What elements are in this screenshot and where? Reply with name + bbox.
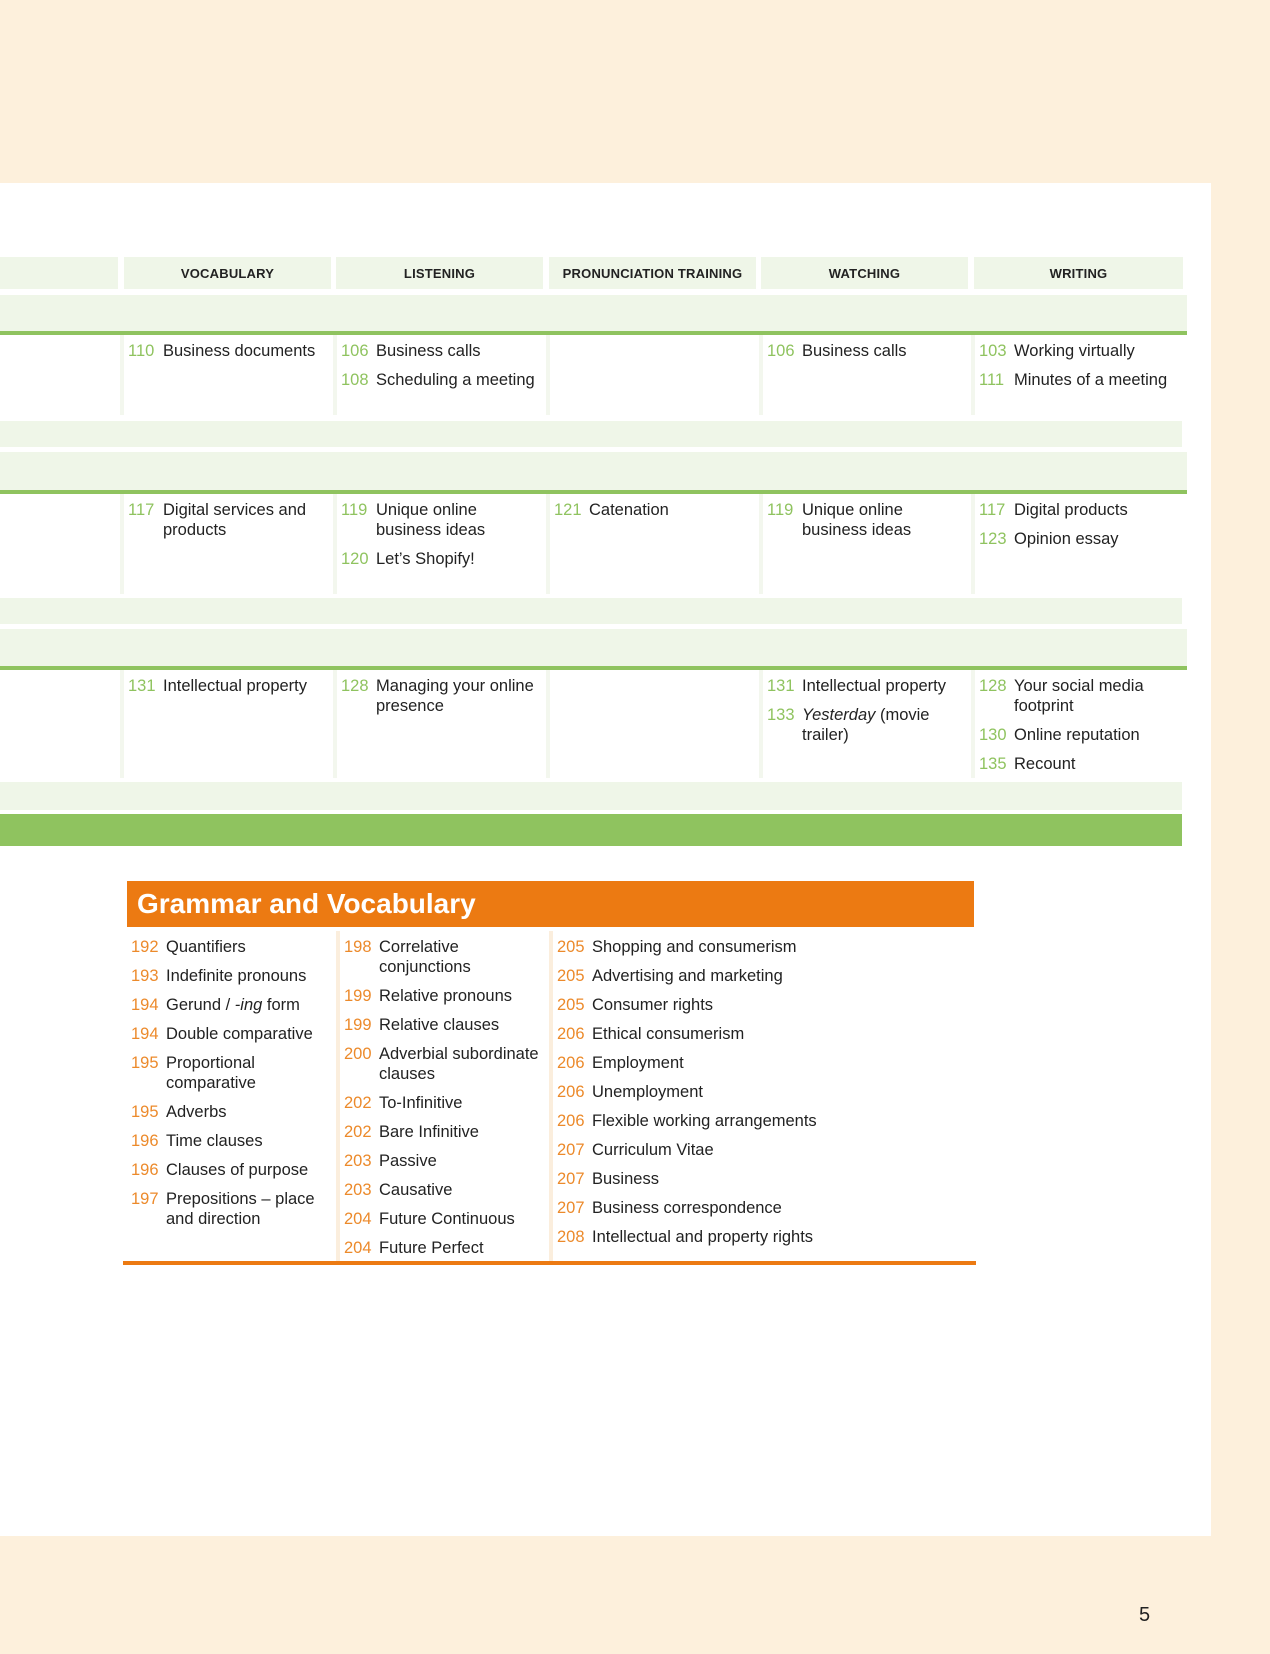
list-item (131, 1053, 335, 1093)
page-number: 195 (131, 1103, 159, 1121)
list-item (979, 341, 1186, 361)
unit2-listening-cell (333, 494, 546, 594)
list-item (979, 725, 1186, 745)
list-item (344, 1151, 550, 1171)
page-number: 121 (554, 501, 582, 519)
entry-text: Business correspondence (592, 1199, 782, 1217)
list-item (341, 549, 546, 569)
page-number: 206 (557, 1112, 585, 1130)
grammar-vocabulary-title: Grammar and Vocabulary (127, 881, 974, 927)
unit1-blank-cell (0, 335, 120, 415)
page-number: 202 (344, 1094, 372, 1112)
list-item (128, 341, 333, 361)
list-item (344, 1093, 550, 1113)
entry-text: Adverbs (166, 1103, 227, 1121)
unit1-band (0, 295, 1187, 335)
entry-text: Recount (1014, 755, 1076, 773)
list-item (131, 966, 335, 986)
page-number: 208 (557, 1228, 585, 1246)
list-item (979, 370, 1186, 390)
header-blank (0, 257, 118, 289)
header-listening: LISTENING (336, 257, 543, 289)
page-number: 196 (131, 1161, 159, 1179)
page-number: 117 (128, 501, 155, 519)
list-item (341, 500, 546, 540)
page-number: 111 (979, 371, 1005, 389)
list-item (344, 1180, 550, 1200)
section-divider-band (0, 814, 1182, 846)
entry-text: Passive (379, 1152, 437, 1170)
entry-text: Advertising and marketing (592, 967, 783, 985)
list-item (557, 1111, 973, 1131)
entry-text: Intellectual and property rights (592, 1228, 814, 1246)
page-number: 199 (344, 987, 372, 1005)
grammar-bottom-rule (123, 1261, 976, 1265)
list-item (557, 937, 973, 957)
list-item (341, 341, 546, 361)
list-item (344, 1015, 550, 1035)
page-number: 205 (557, 996, 585, 1014)
entry-text-rest: (movie trailer) (802, 706, 930, 744)
page-number: 123 (979, 530, 1007, 548)
unit3-writing-cell (971, 670, 1186, 778)
entry-text: Consumer rights (592, 996, 714, 1014)
unit1-footer-band (0, 421, 1182, 447)
page-number: 117 (979, 501, 1006, 519)
unit2-band (0, 452, 1187, 494)
entry-text: Catenation (589, 501, 669, 519)
page-number: 130 (979, 726, 1007, 744)
list-item (557, 1024, 973, 1044)
entry-text: Future Perfect (379, 1239, 484, 1257)
unit2-vocabulary-cell (120, 494, 333, 594)
entry-text (802, 705, 971, 745)
entry-text: Digital services and products (163, 501, 307, 539)
list-item (344, 1209, 550, 1229)
page-number: 119 (341, 501, 368, 519)
header-vocabulary: VOCABULARY (124, 257, 331, 289)
page-number: 195 (131, 1054, 159, 1072)
page-number: 106 (767, 342, 795, 360)
entry-text: Causative (379, 1181, 453, 1199)
page-number: 128 (979, 677, 1007, 695)
page-number: 110 (128, 342, 155, 360)
unit1-listening-cell (333, 335, 546, 415)
entry-text: Unique online business ideas (376, 501, 486, 539)
page-number: 203 (344, 1181, 372, 1199)
list-item (557, 1169, 973, 1189)
unit1-writing-cell (971, 335, 1186, 415)
entry-text: Online reputation (1014, 726, 1140, 744)
list-item (344, 1122, 550, 1142)
entry-text: To-Infinitive (379, 1094, 463, 1112)
entry-text: Business calls (802, 342, 907, 360)
page-number: 207 (557, 1199, 585, 1217)
list-item (557, 1198, 973, 1218)
page-number: 207 (557, 1141, 585, 1159)
entry-text: Intellectual property (163, 677, 307, 695)
entry-text: Unique online business ideas (802, 501, 912, 539)
page-number: 192 (131, 938, 159, 956)
entry-text: Relative pronouns (379, 987, 512, 1005)
entry-text: Employment (592, 1054, 684, 1072)
page-number: 206 (557, 1054, 585, 1072)
page-number: 198 (344, 938, 372, 956)
page-number: 200 (344, 1045, 372, 1063)
list-item (344, 986, 550, 1006)
list-item (341, 676, 546, 716)
entry-text: Proportional comparative (166, 1054, 256, 1092)
entry-text: Unemployment (592, 1083, 703, 1101)
list-item (979, 676, 1186, 716)
header-pronunciation: PRONUNCIATION TRAINING (549, 257, 756, 289)
entry-text-end: form (262, 996, 300, 1014)
entry-text: Business documents (163, 342, 316, 360)
unit3-vocabulary-cell (120, 670, 333, 778)
list-item (554, 500, 759, 520)
list-item (767, 676, 971, 696)
page-number: 135 (979, 755, 1007, 773)
grammar-column-2 (336, 931, 550, 1261)
page-number: 120 (341, 550, 369, 568)
list-item (557, 1140, 973, 1160)
entry-text: Flexible working arrangements (592, 1112, 817, 1130)
page-number: 199 (344, 1016, 372, 1034)
page-number: 108 (341, 371, 369, 389)
list-item (131, 1160, 335, 1180)
page-number: 131 (128, 677, 156, 695)
page-number: 205 (557, 938, 585, 956)
page-number: 203 (344, 1152, 372, 1170)
page-number: 103 (979, 342, 1007, 360)
unit3-footer-band (0, 782, 1182, 810)
list-item (131, 1189, 335, 1229)
page-number: 194 (131, 1025, 159, 1043)
entry-text: Time clauses (166, 1132, 263, 1150)
entry-text-italic: -ing (234, 996, 263, 1014)
page-number: 197 (131, 1190, 159, 1208)
page-number: 206 (557, 1025, 585, 1043)
page-number: 194 (131, 996, 159, 1014)
entry-text: Double comparative (166, 1025, 313, 1043)
page-number: 206 (557, 1083, 585, 1101)
unit1-vocabulary-cell (120, 335, 333, 415)
header-writing: WRITING (974, 257, 1183, 289)
list-item (979, 500, 1186, 520)
list-item (131, 1024, 335, 1044)
page-number-footer: 5 (1139, 1604, 1151, 1626)
list-item (344, 1044, 550, 1084)
entry-text: Scheduling a meeting (376, 371, 535, 389)
page-number: 207 (557, 1170, 585, 1188)
entry-text: Opinion essay (1014, 530, 1119, 548)
unit1-pronunciation-cell (546, 335, 759, 415)
list-item (131, 995, 335, 1015)
list-item (767, 705, 971, 745)
list-item (128, 500, 333, 540)
entry-text: Minutes of a meeting (1014, 371, 1168, 389)
entry-text: Digital products (1014, 501, 1128, 519)
entry-text: Shopping and consumerism (592, 938, 797, 956)
entry-text: Bare Infinitive (379, 1123, 479, 1141)
unit1-watching-cell (759, 335, 971, 415)
list-item (344, 937, 550, 977)
entry-text: Business calls (376, 342, 481, 360)
entry-text: Prepositions – place and direction (166, 1190, 315, 1228)
entry-text: Business (592, 1170, 659, 1188)
list-item (767, 500, 971, 540)
list-item (557, 1082, 973, 1102)
entry-text: Future Continuous (379, 1210, 515, 1228)
page-number: 193 (131, 967, 159, 985)
page-number: 204 (344, 1239, 372, 1257)
entry-text: Intellectual property (802, 677, 946, 695)
entry-text: Relative clauses (379, 1016, 500, 1034)
list-item (557, 995, 973, 1015)
entry-text: Let’s Shopify! (376, 550, 475, 568)
entry-text: Managing your online presence (376, 677, 534, 715)
list-item (979, 529, 1186, 549)
entry-text: Clauses of purpose (166, 1161, 309, 1179)
list-item (131, 937, 335, 957)
unit2-watching-cell (759, 494, 971, 594)
page-number: 133 (767, 706, 795, 724)
grammar-column-1 (127, 931, 335, 1261)
page-number: 196 (131, 1132, 159, 1150)
movie-title: Yesterday (802, 706, 876, 724)
list-item (341, 370, 546, 390)
page-number: 204 (344, 1210, 372, 1228)
list-item (131, 1131, 335, 1151)
entry-text: Working virtually (1014, 342, 1135, 360)
list-item (767, 341, 971, 361)
entry-text: Indefinite pronouns (166, 967, 307, 985)
list-item (557, 966, 973, 986)
page-number: 202 (344, 1123, 372, 1141)
entry-text-start: Gerund / (166, 996, 235, 1014)
unit2-footer-band (0, 598, 1182, 624)
unit2-pronunciation-cell (546, 494, 759, 594)
entry-text: Curriculum Vitae (592, 1141, 714, 1159)
list-item (557, 1227, 973, 1247)
unit3-pronunciation-cell (546, 670, 759, 778)
entry-text: Adverbial subordinate clauses (379, 1045, 539, 1083)
list-item (344, 1238, 550, 1258)
entry-text: Ethical consumerism (592, 1025, 745, 1043)
entry-text (166, 995, 335, 1015)
list-item (979, 754, 1186, 774)
unit3-listening-cell (333, 670, 546, 778)
unit3-blank-cell (0, 670, 120, 778)
entry-text: Correlative conjunctions (379, 938, 471, 976)
grammar-column-3 (549, 931, 973, 1261)
unit3-band (0, 629, 1187, 670)
entry-text: Quantifiers (166, 938, 246, 956)
list-item (557, 1053, 973, 1073)
list-item (131, 1102, 335, 1122)
page-number: 128 (341, 677, 369, 695)
page-number: 119 (767, 501, 794, 519)
page-number: 205 (557, 967, 585, 985)
unit2-writing-cell (971, 494, 1186, 594)
page-number: 131 (767, 677, 795, 695)
unit2-blank-cell (0, 494, 120, 594)
entry-text: Your social media footprint (1014, 677, 1144, 715)
list-item (128, 676, 333, 696)
header-watching: WATCHING (761, 257, 968, 289)
page-number: 106 (341, 342, 369, 360)
unit3-watching-cell (759, 670, 971, 778)
